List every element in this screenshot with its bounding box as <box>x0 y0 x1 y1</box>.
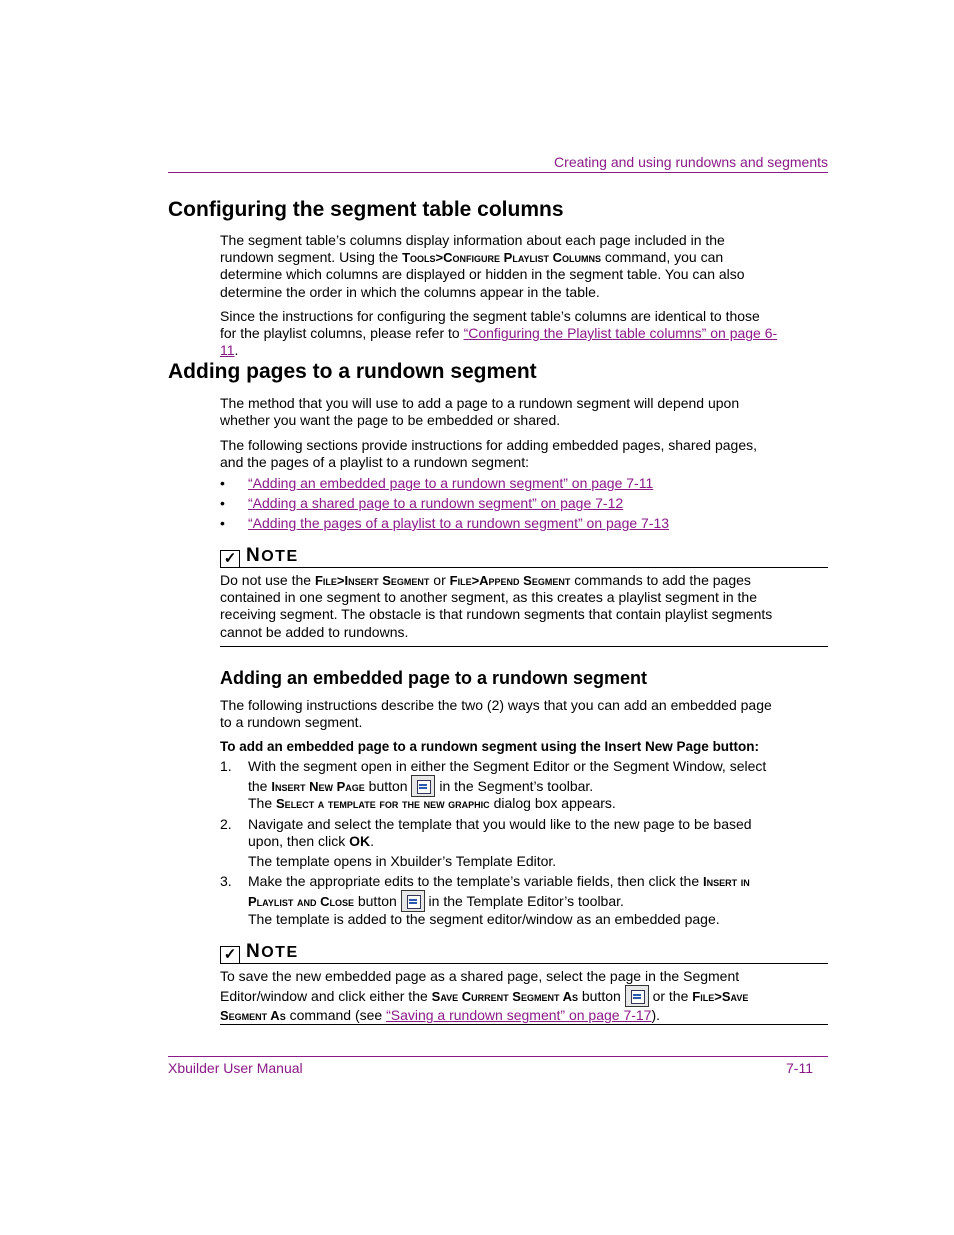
step-1-result: The Select a template for the new graphic dialog box appears. <box>248 795 616 811</box>
link-playlist-pages[interactable]: “Adding the pages of a playlist to a rundown segment” on page 7-13 <box>248 515 670 531</box>
step-number: 1. <box>220 758 232 774</box>
step-number: 3. <box>220 873 232 889</box>
section-title-configuring: Configuring the segment table columns <box>168 198 564 221</box>
note-rule-top <box>220 963 828 964</box>
insert-new-page-icon[interactable] <box>411 775 435 797</box>
note-rule-bottom <box>220 646 828 647</box>
paragraph-refer-playlist: Since the instructions for configuring the segment table’s columns are identical to those for the playlist columns, please refer to “Configuring the Playlist table columns” on page 6-11. <box>220 308 778 359</box>
footer-page-number: 7-11 <box>786 1060 813 1076</box>
paragraph-following-sections: The following sections provide instructions for adding embedded pages, shared pages, and the pages of a playlist to a rundown segment: <box>220 437 757 471</box>
menu-command: Tools>Configure Playlist Columns <box>402 250 601 266</box>
list-item: • “Adding the pages of a playlist to a rundown segment” on page 7-13 <box>220 515 670 531</box>
subsection-title-embedded: Adding an embedded page to a rundown segment <box>220 668 648 688</box>
step-2-result: The template opens in Xbuilder’s Template Editor. <box>248 853 557 869</box>
note-rule-bottom <box>220 1024 828 1025</box>
note-heading: ✓ NOTE <box>220 941 299 964</box>
save-segment-as-icon[interactable] <box>625 985 649 1007</box>
link-saving-segment[interactable]: “Saving a rundown segment” on page 7-17 <box>386 1007 652 1024</box>
paragraph-method: The method that you will use to add a page to a rundown segment will depend upon whether you want the page to be embedded or shared. <box>220 395 740 429</box>
footer-manual-title: Xbuilder User Manual <box>168 1060 303 1076</box>
procedure-title: To add an embedded page to a rundown segment using the Insert New Page button: <box>220 739 760 754</box>
header-rule <box>168 172 828 173</box>
running-header: Creating and using rundowns and segments <box>554 154 828 170</box>
footer-rule <box>168 1056 828 1057</box>
note-heading: ✓ NOTE <box>220 545 299 568</box>
step-2-text: Navigate and select the template that you would like to the new page to be based upon, then click OK. <box>248 816 752 850</box>
note-text: Do not use the File>Insert Segment or File>Append Segment commands to add the pages contained in one segment to another segment, as this creates a playlist segment in the receiving segment. The obstacle is that rundown segments that contain playlist segments cannot be added to rundowns. <box>220 572 773 640</box>
step-1-text: With the segment open in either the Segment Editor or the Segment Window, select the Insert New Page button in the Segment’s toolbar. <box>248 758 783 797</box>
list-item: • “Adding a shared page to a rundown segment” on page 7-12 <box>220 495 624 511</box>
note-rule-top <box>220 567 828 568</box>
insert-in-playlist-icon[interactable] <box>401 890 425 912</box>
step-3-text: Make the appropriate edits to the template’s variable fields, then click the Insert in Playlist and Close button in the Template Editor’s toolbar. <box>248 873 783 912</box>
link-shared-page[interactable]: “Adding a shared page to a rundown segment” on page 7-12 <box>248 495 624 511</box>
step-number: 2. <box>220 816 232 832</box>
link-configuring-playlist[interactable]: “Configuring the Playlist table columns” on page 6-11 <box>220 325 778 359</box>
check-icon: ✓ <box>220 550 240 568</box>
link-embedded-page[interactable]: “Adding an embedded page to a rundown segment” on page 7-11 <box>248 475 654 491</box>
paragraph-segment-columns: The segment table’s columns display information about each page included in the rundown segment. Using the Tools>Configure Playlist Columns command, you can determine which columns are displayed or hidden in the segment table. You can also determine the order in which the columns appear in the table. <box>220 232 745 300</box>
step-3-result: The template is added to the segment editor/window as an embedded page. <box>248 911 720 927</box>
paragraph-intro-embedded: The following instructions describe the two (2) ways that you can add an embedded page to a rundown segment. <box>220 697 772 731</box>
check-icon: ✓ <box>220 946 240 964</box>
section-title-adding-pages: Adding pages to a rundown segment <box>168 360 537 383</box>
note-text: To save the new embedded page as a shared page, select the page in the Segment Editor/window and click either the Save Current Segment As button or the File>Save Segment As command (see “Saving a rundown segment” on page 7-17). <box>220 968 749 1024</box>
list-item: • “Adding an embedded page to a rundown segment” on page 7-11 <box>220 475 654 491</box>
